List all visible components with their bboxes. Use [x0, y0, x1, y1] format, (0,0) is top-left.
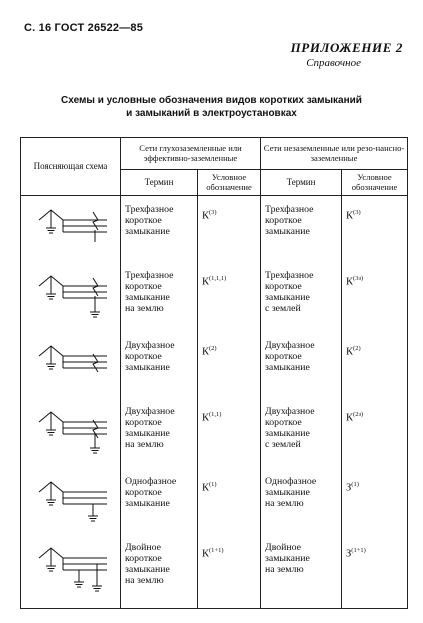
term-line: короткое [125, 281, 162, 292]
term-line: короткое [125, 487, 162, 498]
symbol-base: К [202, 482, 210, 494]
term-isolated-cell [261, 332, 342, 398]
term-isolated-cell [261, 534, 342, 608]
appendix-subtitle: Справочное [306, 57, 361, 69]
header-scheme: Поясняющая схема [21, 138, 121, 196]
term-solid-cell [121, 196, 198, 263]
scheme-cell [21, 534, 121, 608]
symbol-solid-cell [198, 398, 261, 468]
term-line: замыкание [125, 498, 170, 509]
term-line: Двойное [125, 542, 161, 553]
table-title-line-2: и замыканий в электроустановках [126, 108, 297, 119]
term-solid-cell [121, 468, 198, 534]
symbol-superscript: (2) [353, 345, 361, 352]
table-row [21, 262, 408, 332]
symbol-superscript: (1) [209, 481, 217, 488]
term-line: на землю [265, 498, 304, 509]
symbol-base: К [202, 412, 210, 424]
term-line: Трехфазное [265, 204, 314, 215]
symbol-superscript: (3) [353, 209, 361, 216]
double-earth-fault-scheme-icon [31, 540, 111, 596]
scheme-cell [21, 262, 121, 332]
symbol-base: З [346, 482, 352, 494]
term-line: замыкание [265, 226, 310, 237]
term-line: короткое [265, 417, 302, 428]
term-line: замыкание [125, 564, 170, 575]
scheme-cell [21, 468, 121, 534]
term-line: на землю [265, 564, 304, 575]
scheme-cell [21, 398, 121, 468]
symbol-isolated-cell [342, 332, 408, 398]
single-phase-fault-scheme-icon [31, 474, 111, 530]
term-line: замыкание [265, 553, 310, 564]
term-line: на землю [125, 439, 164, 450]
page-header: С. 16 ГОСТ 26522—85 [24, 22, 144, 34]
table-title-line-1: Схемы и условные обозначения видов коротких замыканий [61, 95, 362, 106]
symbol-base: К [346, 412, 354, 424]
term-line: Однофазное [125, 476, 177, 487]
appendix-title: ПРИЛОЖЕНИЕ 2 [290, 40, 403, 55]
term-line: Однофазное [265, 476, 317, 487]
term-line: короткое [265, 351, 302, 362]
symbol-base: З [346, 548, 352, 560]
term-line: Двойное [265, 542, 302, 553]
fault-types-table [20, 137, 408, 609]
header-term-solid: Термин [121, 170, 198, 196]
term-isolated-cell [261, 196, 342, 263]
symbol-base: К [202, 548, 210, 560]
header-symbol-isolated: Условное обозначение [342, 170, 408, 196]
header-group-solid: Сети глухозаземленные или эффективно-заземленные [121, 138, 261, 170]
two-phase-earth-fault-scheme-icon [31, 404, 111, 460]
term-line: короткое [125, 351, 162, 362]
symbol-solid-cell [198, 262, 261, 332]
term-line: Трехфазное [125, 204, 174, 215]
term-line: замыкание [265, 362, 310, 373]
term-isolated-cell [261, 468, 342, 534]
term-line: с землей [265, 439, 301, 450]
symbol-superscript: (1+1) [209, 547, 224, 554]
symbol-base: К [346, 346, 354, 358]
scheme-cell [21, 332, 121, 398]
symbol-superscript: (1,1) [209, 411, 222, 418]
symbol-base: К [346, 210, 354, 222]
symbol-superscript: (3) [209, 209, 217, 216]
term-line: замыкание [265, 292, 310, 303]
term-solid-cell [121, 534, 198, 608]
header-term-isolated: Термин [261, 170, 342, 196]
term-line: Двухфазное [265, 406, 315, 417]
term-solid-cell [121, 262, 198, 332]
table-title [0, 94, 423, 120]
term-line: на землю [125, 575, 164, 586]
term-line: короткое [125, 417, 162, 428]
table-row [21, 332, 408, 398]
table-row [21, 534, 408, 608]
term-line: замыкание [125, 428, 170, 439]
term-line: Двухфазное [265, 340, 315, 351]
term-line: замыкание [125, 292, 170, 303]
term-line: Трехфазное [265, 270, 314, 281]
symbol-base: К [202, 276, 210, 288]
term-line: замыкание [125, 362, 170, 373]
symbol-superscript: (1,1,1) [209, 275, 227, 282]
header-symbol-solid: Условное обозначение [198, 170, 261, 196]
symbol-solid-cell [198, 332, 261, 398]
three-phase-fault-scheme-icon [31, 202, 111, 258]
term-line: с землей [265, 303, 301, 314]
term-line: короткое [125, 215, 162, 226]
term-isolated-cell [261, 262, 342, 332]
symbol-solid-cell [198, 534, 261, 608]
term-line: короткое [265, 215, 302, 226]
symbol-superscript: (2) [209, 345, 217, 352]
term-line: замыкание [265, 428, 310, 439]
symbol-isolated-cell [342, 398, 408, 468]
term-line: Двухфазное [125, 340, 175, 351]
table-row [21, 398, 408, 468]
scheme-cell [21, 196, 121, 263]
term-line: Двухфазное [125, 406, 175, 417]
term-line: на землю [125, 303, 164, 314]
symbol-isolated-cell [342, 534, 408, 608]
symbol-superscript: (1) [351, 481, 359, 488]
symbol-solid-cell [198, 196, 261, 263]
table-row [21, 468, 408, 534]
term-line: замыкание [265, 487, 310, 498]
symbol-base: К [202, 346, 210, 358]
symbol-isolated-cell [342, 196, 408, 263]
symbol-superscript: (1+1) [351, 547, 366, 554]
three-phase-earth-fault-scheme-icon [31, 268, 111, 324]
symbol-solid-cell [198, 468, 261, 534]
term-solid-cell [121, 332, 198, 398]
term-solid-cell [121, 398, 198, 468]
term-isolated-cell [261, 398, 342, 468]
header-group-isolated: Сети незаземленные или резо-нансно-заземленные [261, 138, 408, 170]
term-line: Трехфазное [125, 270, 174, 281]
symbol-superscript: (3з) [353, 275, 364, 282]
symbol-base: К [346, 276, 354, 288]
table-row [21, 196, 408, 263]
two-phase-fault-scheme-icon [31, 338, 111, 394]
symbol-isolated-cell [342, 468, 408, 534]
term-line: короткое [125, 553, 162, 564]
symbol-superscript: (2з) [353, 411, 364, 418]
term-line: короткое [265, 281, 302, 292]
symbol-isolated-cell [342, 262, 408, 332]
term-line: замыкание [125, 226, 170, 237]
symbol-base: К [202, 210, 210, 222]
